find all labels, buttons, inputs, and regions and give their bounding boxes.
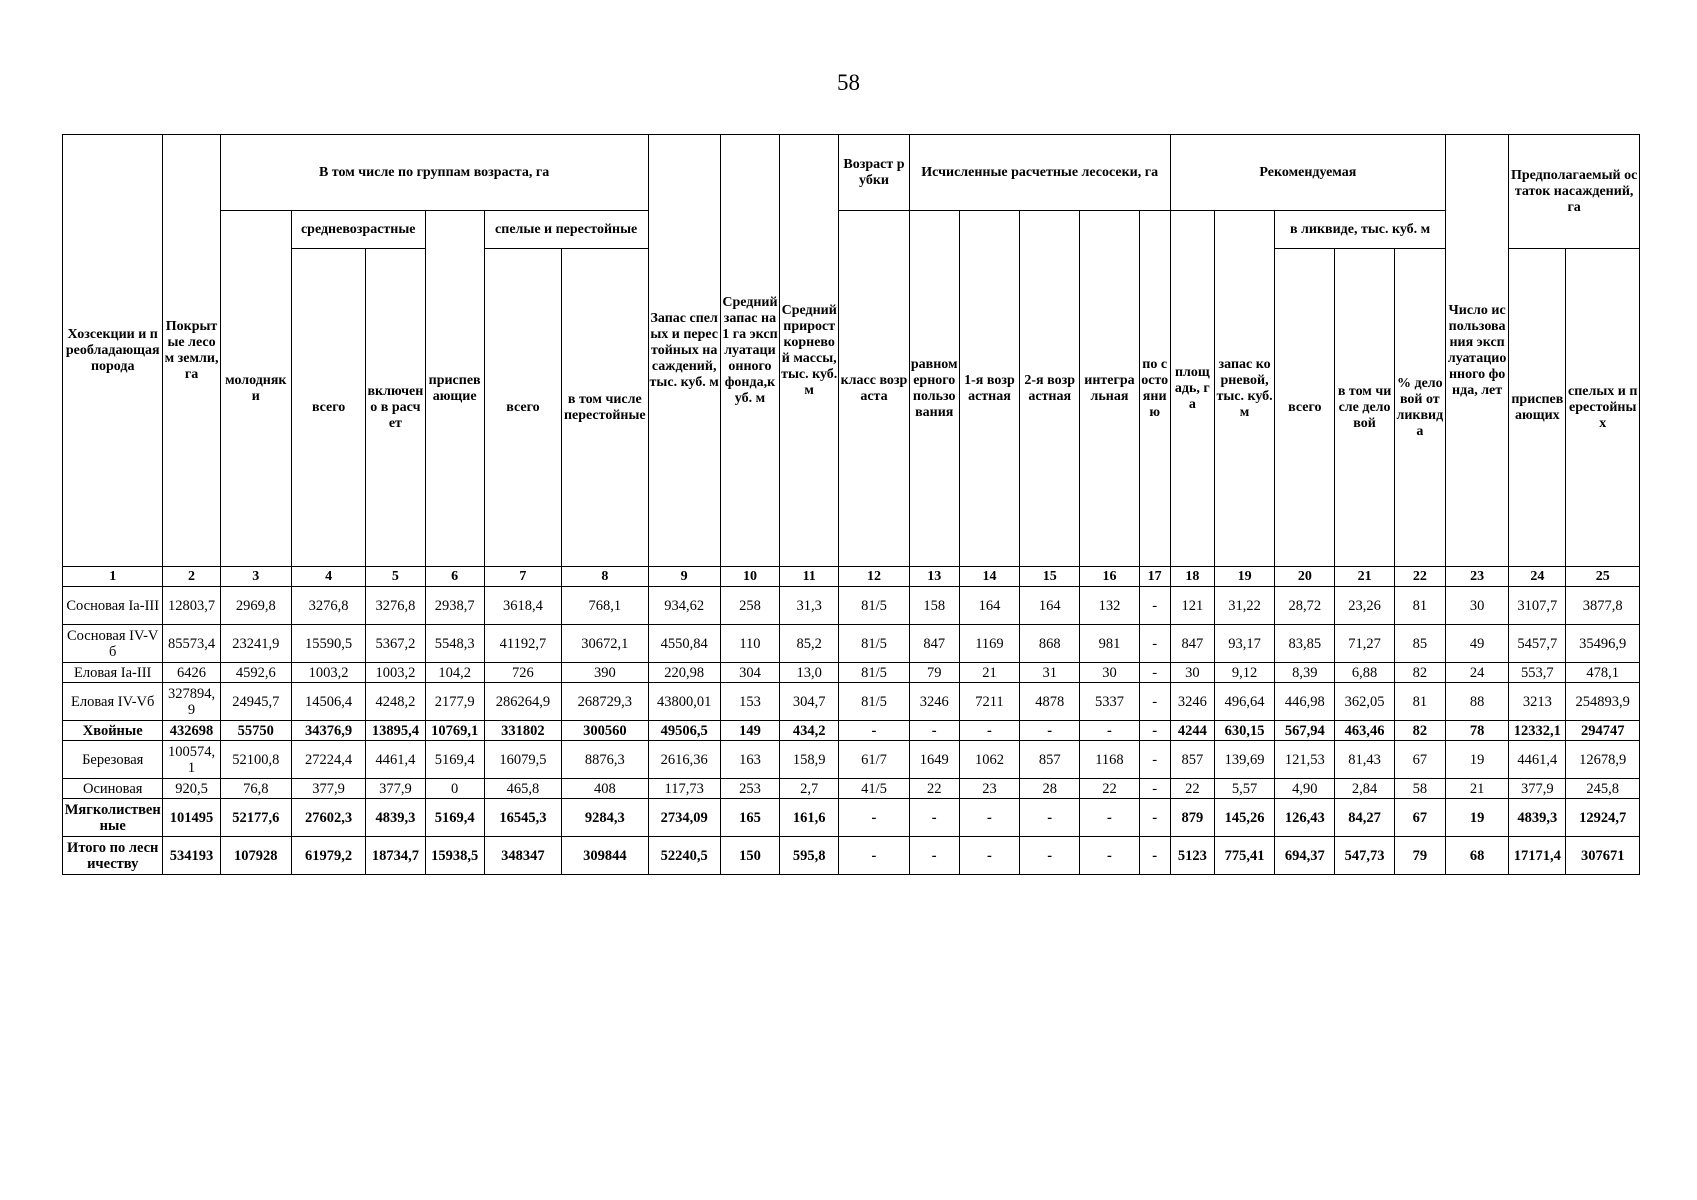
table-row — [63, 779, 1640, 799]
table-cell: 377,9 — [366, 779, 425, 799]
table-cell: 1169 — [959, 625, 1019, 663]
table-cell: 595,8 — [780, 837, 839, 875]
table-cell: 2734,09 — [648, 799, 720, 837]
table-cell: 694,37 — [1275, 837, 1335, 875]
table-cell: - — [959, 837, 1019, 875]
table-cell: 4839,3 — [366, 799, 425, 837]
table-cell: 35496,9 — [1566, 625, 1640, 663]
table-cell: 43800,01 — [648, 683, 720, 721]
table-cell: - — [1020, 799, 1080, 837]
table-cell: 153 — [720, 683, 779, 721]
table-cell: 8876,3 — [562, 741, 648, 779]
table-cell: - — [909, 837, 959, 875]
table-cell: - — [839, 721, 909, 741]
table-row — [63, 741, 1640, 779]
table-cell: 28,72 — [1275, 587, 1335, 625]
table-cell: 3246 — [1170, 683, 1214, 721]
table-cell: 5367,2 — [366, 625, 425, 663]
table-cell: 67 — [1394, 799, 1445, 837]
table-cell: 19 — [1445, 741, 1508, 779]
table-cell: 79 — [1394, 837, 1445, 875]
column-number: 15 — [1020, 567, 1080, 587]
table-cell: 2,7 — [780, 779, 839, 799]
table-cell: - — [1139, 587, 1170, 625]
table-cell: 258 — [720, 587, 779, 625]
column-number: 1 — [63, 567, 163, 587]
table-cell: 41192,7 — [484, 625, 561, 663]
table-cell: 3213 — [1509, 683, 1566, 721]
column-number: 18 — [1170, 567, 1214, 587]
table-cell: 149 — [720, 721, 779, 741]
column-number: 21 — [1335, 567, 1394, 587]
table-cell: 286264,9 — [484, 683, 561, 721]
table-cell: 630,15 — [1214, 721, 1274, 741]
table-cell: 1649 — [909, 741, 959, 779]
table-cell: 5169,4 — [425, 741, 484, 779]
table-cell: 23241,9 — [220, 625, 291, 663]
table-cell: 22 — [1080, 779, 1139, 799]
table-cell: 22 — [909, 779, 959, 799]
table-cell: 726 — [484, 663, 561, 683]
table-cell: 76,8 — [220, 779, 291, 799]
table-cell: 3618,4 — [484, 587, 561, 625]
table-cell: 879 — [1170, 799, 1214, 837]
table-cell: 6,88 — [1335, 663, 1394, 683]
table-cell: 2616,36 — [648, 741, 720, 779]
table-cell: 553,7 — [1509, 663, 1566, 683]
table-cell: 4839,3 — [1509, 799, 1566, 837]
table-cell: 6426 — [163, 663, 220, 683]
table-cell: 83,85 — [1275, 625, 1335, 663]
row-label-cell: Осиновая — [63, 779, 163, 799]
table-cell: 84,27 — [1335, 799, 1394, 837]
table-cell: 41/5 — [839, 779, 909, 799]
header-maturing: приспевающие — [425, 211, 484, 567]
table-cell: 126,43 — [1275, 799, 1335, 837]
table-cell: 23,26 — [1335, 587, 1394, 625]
table-cell: - — [1080, 837, 1139, 875]
table-cell: 2969,8 — [220, 587, 291, 625]
table-cell: 2,84 — [1335, 779, 1394, 799]
header-age-class: класс возраста — [839, 211, 909, 567]
table-cell: 4244 — [1170, 721, 1214, 741]
table-cell: 307671 — [1566, 837, 1640, 875]
table-cell: 163 — [720, 741, 779, 779]
column-number: 20 — [1275, 567, 1335, 587]
header-ripe-total: всего — [484, 249, 561, 567]
table-cell: 68 — [1445, 837, 1508, 875]
table-cell: - — [1020, 721, 1080, 741]
column-number: 19 — [1214, 567, 1274, 587]
table-cell: 19 — [1445, 799, 1508, 837]
table-cell: 78 — [1445, 721, 1508, 741]
table-cell: 2938,7 — [425, 587, 484, 625]
table-cell: - — [1139, 625, 1170, 663]
table-cell: 81,43 — [1335, 741, 1394, 779]
table-cell: 31 — [1020, 663, 1080, 683]
column-number: 3 — [220, 567, 291, 587]
table-cell: 934,62 — [648, 587, 720, 625]
table-cell: 158 — [909, 587, 959, 625]
table-cell: 434,2 — [780, 721, 839, 741]
table-total-row — [63, 799, 1640, 837]
table-cell: 547,73 — [1335, 837, 1394, 875]
table-cell: 24945,7 — [220, 683, 291, 721]
table-cell: 81/5 — [839, 663, 909, 683]
table-cell: 30 — [1170, 663, 1214, 683]
table-cell: 432698 — [163, 721, 220, 741]
header-liquid-business: в том числе деловой — [1335, 249, 1394, 567]
table-cell: 132 — [1080, 587, 1139, 625]
table-cell: 30672,1 — [562, 625, 648, 663]
table-cell: 139,69 — [1214, 741, 1274, 779]
column-number: 6 — [425, 567, 484, 587]
table-cell: 348347 — [484, 837, 561, 875]
row-label-cell: Итого по лесничеству — [63, 837, 163, 875]
table-cell: 31,22 — [1214, 587, 1274, 625]
row-label-cell: Еловая Iа-III — [63, 663, 163, 683]
column-number: 10 — [720, 567, 779, 587]
table-cell: 107928 — [220, 837, 291, 875]
table-cell: 71,27 — [1335, 625, 1394, 663]
column-number: 9 — [648, 567, 720, 587]
table-cell: 31,3 — [780, 587, 839, 625]
table-cell: 1168 — [1080, 741, 1139, 779]
table-cell: 79 — [909, 663, 959, 683]
table-cell: 117,73 — [648, 779, 720, 799]
table-cell: 165 — [720, 799, 779, 837]
table-cell: - — [959, 721, 1019, 741]
header-remainder: Предполагаемый остаток насаждений, га — [1509, 135, 1640, 249]
table-cell: 3276,8 — [291, 587, 365, 625]
table-cell: 4461,4 — [1509, 741, 1566, 779]
header-second-age: 2-я возрастная — [1020, 211, 1080, 567]
table-cell: 5123 — [1170, 837, 1214, 875]
row-label-cell: Сосновая IV-Vб — [63, 625, 163, 663]
table-cell: 21 — [1445, 779, 1508, 799]
column-number: 17 — [1139, 567, 1170, 587]
table-cell: - — [1020, 837, 1080, 875]
table-cell: 22 — [1170, 779, 1214, 799]
table-cell: 30 — [1445, 587, 1508, 625]
table-cell: 304 — [720, 663, 779, 683]
table-cell: 300560 — [562, 721, 648, 741]
column-number: 13 — [909, 567, 959, 587]
table-cell: 1062 — [959, 741, 1019, 779]
table-cell: 4592,6 — [220, 663, 291, 683]
table-cell: 164 — [959, 587, 1019, 625]
table-cell: 61/7 — [839, 741, 909, 779]
table-cell: 446,98 — [1275, 683, 1335, 721]
table-cell: 534193 — [163, 837, 220, 875]
table-cell: 13895,4 — [366, 721, 425, 741]
table-cell: 85573,4 — [163, 625, 220, 663]
row-label-cell: Мягколиственные — [63, 799, 163, 837]
column-number: 2 — [163, 567, 220, 587]
table-cell: 268729,3 — [562, 683, 648, 721]
header-integral: интегральная — [1080, 211, 1139, 567]
table-cell: 161,6 — [780, 799, 839, 837]
table-cell: - — [1139, 721, 1170, 741]
table-cell: 10769,1 — [425, 721, 484, 741]
table-cell: 52177,6 — [220, 799, 291, 837]
table-cell: - — [1139, 663, 1170, 683]
table-cell: 309844 — [562, 837, 648, 875]
table-cell: 327894,9 — [163, 683, 220, 721]
table-cell: 362,05 — [1335, 683, 1394, 721]
row-label-cell: Березовая — [63, 741, 163, 779]
table-cell: 93,17 — [1214, 625, 1274, 663]
table-cell: 104,2 — [425, 663, 484, 683]
table-cell: 24 — [1445, 663, 1508, 683]
table-cell: 12803,7 — [163, 587, 220, 625]
table-cell: 5169,4 — [425, 799, 484, 837]
table-cell: - — [959, 799, 1019, 837]
table-cell: 81/5 — [839, 683, 909, 721]
table-cell: 15938,5 — [425, 837, 484, 875]
table-cell: 5548,3 — [425, 625, 484, 663]
table-cell: 49 — [1445, 625, 1508, 663]
table-cell: 145,26 — [1214, 799, 1274, 837]
header-by-condition: по состоянию — [1139, 211, 1170, 567]
table-cell: 7211 — [959, 683, 1019, 721]
column-number: 11 — [780, 567, 839, 587]
table-cell: 377,9 — [1509, 779, 1566, 799]
table-row — [63, 683, 1640, 721]
header-average-stock: Средний запас на 1 га эксплуатационного фонда,куб. м — [720, 135, 779, 567]
table-cell: 868 — [1020, 625, 1080, 663]
table-cell: 30 — [1080, 663, 1139, 683]
table-cell: 34376,9 — [291, 721, 365, 741]
header-middle-included: включено в расчет — [366, 249, 425, 567]
table-cell: 775,41 — [1214, 837, 1274, 875]
table-cell: - — [1139, 683, 1170, 721]
table-cell: 158,9 — [780, 741, 839, 779]
table-cell: 52240,5 — [648, 837, 720, 875]
table-cell: - — [839, 799, 909, 837]
table-cell: 9,12 — [1214, 663, 1274, 683]
column-number: 24 — [1509, 567, 1566, 587]
header-usage-years: Число использования эксплуатационного фонда, лет — [1445, 135, 1508, 567]
table-cell: 100574,1 — [163, 741, 220, 779]
header-remainder-maturing: приспевающих — [1509, 249, 1566, 567]
table-cell: 3246 — [909, 683, 959, 721]
table-cell: 4878 — [1020, 683, 1080, 721]
table-row — [63, 625, 1640, 663]
header-average-growth: Средний прирост корневой массы, тыс. куб. м — [780, 135, 839, 567]
header-forested-land: Покрытые лесом земли, га — [163, 135, 220, 567]
table-cell: 2177,9 — [425, 683, 484, 721]
table-cell: 5,57 — [1214, 779, 1274, 799]
header-first-age: 1-я возрастная — [959, 211, 1019, 567]
table-cell: 8,39 — [1275, 663, 1335, 683]
table-cell: - — [1080, 721, 1139, 741]
header-root-stock: запас корневой, тыс. куб. м — [1214, 211, 1274, 567]
table-cell: 1003,2 — [291, 663, 365, 683]
table-cell: 61979,2 — [291, 837, 365, 875]
table-cell: 408 — [562, 779, 648, 799]
header-calculated-cuttings: Исчисленные расчетные лесосеки, га — [909, 135, 1170, 211]
column-number: 12 — [839, 567, 909, 587]
table-cell: 5337 — [1080, 683, 1139, 721]
table-cell: 101495 — [163, 799, 220, 837]
table-cell: 253 — [720, 779, 779, 799]
header-area: площадь, га — [1170, 211, 1214, 567]
column-number: 5 — [366, 567, 425, 587]
table-cell: 27602,3 — [291, 799, 365, 837]
header-remainder-ripe: спелых и перестойных — [1566, 249, 1640, 567]
table-total-row — [63, 837, 1640, 875]
table-cell: 85,2 — [780, 625, 839, 663]
header-business-percent: % деловой от ликвида — [1394, 249, 1445, 567]
table-cell: 465,8 — [484, 779, 561, 799]
table-cell: 16079,5 — [484, 741, 561, 779]
table-cell: - — [1139, 799, 1170, 837]
table-cell: 4550,84 — [648, 625, 720, 663]
table-cell: 4461,4 — [366, 741, 425, 779]
table-cell: 88 — [1445, 683, 1508, 721]
table-cell: 4248,2 — [366, 683, 425, 721]
table-cell: 21 — [959, 663, 1019, 683]
column-number: 25 — [1566, 567, 1640, 587]
table-cell: 3276,8 — [366, 587, 425, 625]
column-number: 23 — [1445, 567, 1508, 587]
table-cell: 18734,7 — [366, 837, 425, 875]
table-cell: 3107,7 — [1509, 587, 1566, 625]
forest-cutting-table — [62, 134, 1640, 875]
table-cell: 1003,2 — [366, 663, 425, 683]
table-row — [63, 663, 1640, 683]
column-number: 14 — [959, 567, 1019, 587]
column-number: 4 — [291, 567, 365, 587]
table-cell: 254893,9 — [1566, 683, 1640, 721]
table-total-row — [63, 721, 1640, 741]
table-cell: 28 — [1020, 779, 1080, 799]
table-cell: 478,1 — [1566, 663, 1640, 683]
page-number: 58 — [837, 70, 860, 95]
table-cell: - — [1139, 779, 1170, 799]
table-cell: 81/5 — [839, 625, 909, 663]
table-cell: 5457,7 — [1509, 625, 1566, 663]
table-cell: 304,7 — [780, 683, 839, 721]
table-cell: 768,1 — [562, 587, 648, 625]
header-middle-aged: средневозрастные — [291, 211, 425, 249]
table-cell: 390 — [562, 663, 648, 683]
header-age-groups: В том числе по группам возраста, га — [220, 135, 648, 211]
table-cell: 920,5 — [163, 779, 220, 799]
table-row — [63, 587, 1640, 625]
table-cell: 377,9 — [291, 779, 365, 799]
header-zone: Хозсекции и преобладающая порода — [63, 135, 163, 567]
table-cell: 981 — [1080, 625, 1139, 663]
table-cell: 463,46 — [1335, 721, 1394, 741]
table-cell: 82 — [1394, 663, 1445, 683]
table-cell: 847 — [909, 625, 959, 663]
table-cell: 16545,3 — [484, 799, 561, 837]
header-young: молодняки — [220, 211, 291, 567]
table-cell: 12924,7 — [1566, 799, 1640, 837]
table-cell: 150 — [720, 837, 779, 875]
table-cell: 27224,4 — [291, 741, 365, 779]
header-cutting-age: Возраст рубки — [839, 135, 909, 211]
table-cell: 567,94 — [1275, 721, 1335, 741]
table-cell: - — [1139, 741, 1170, 779]
table-cell: 164 — [1020, 587, 1080, 625]
table-cell: 14506,4 — [291, 683, 365, 721]
table-cell: 331802 — [484, 721, 561, 741]
table-cell: 85 — [1394, 625, 1445, 663]
column-number: 7 — [484, 567, 561, 587]
table-cell: - — [909, 721, 959, 741]
row-label-cell: Сосновая Iа-III — [63, 587, 163, 625]
table-cell: 0 — [425, 779, 484, 799]
table-cell: 17171,4 — [1509, 837, 1566, 875]
table-cell: 58 — [1394, 779, 1445, 799]
table-cell: 55750 — [220, 721, 291, 741]
header-liquid-total: всего — [1275, 249, 1335, 567]
table-cell: 13,0 — [780, 663, 839, 683]
header-liquid: в ликвиде, тыс. куб. м — [1275, 211, 1446, 249]
row-label-cell: Хвойные — [63, 721, 163, 741]
header-uniform-use: равномерного пользования — [909, 211, 959, 567]
table-cell: - — [1080, 799, 1139, 837]
table-cell: 496,64 — [1214, 683, 1274, 721]
table-cell: 12332,1 — [1509, 721, 1566, 741]
table-cell: 23 — [959, 779, 1019, 799]
table-cell: 15590,5 — [291, 625, 365, 663]
table-cell: 81 — [1394, 587, 1445, 625]
table-cell: - — [839, 837, 909, 875]
table-cell: 3877,8 — [1566, 587, 1640, 625]
header-recommended: Рекомендуемая — [1170, 135, 1445, 211]
table-cell: 121 — [1170, 587, 1214, 625]
header-middle-total: всего — [291, 249, 365, 567]
table-cell: 52100,8 — [220, 741, 291, 779]
table-cell: 220,98 — [648, 663, 720, 683]
table-cell: 847 — [1170, 625, 1214, 663]
header-ripe-overripe-count: в том числе перестойные — [562, 249, 648, 567]
table-cell: 9284,3 — [562, 799, 648, 837]
table-cell: 67 — [1394, 741, 1445, 779]
table-cell: 110 — [720, 625, 779, 663]
row-label-cell: Еловая IV-Vб — [63, 683, 163, 721]
column-number: 16 — [1080, 567, 1139, 587]
table-cell: 857 — [1020, 741, 1080, 779]
table-cell: 294747 — [1566, 721, 1640, 741]
table-cell: 857 — [1170, 741, 1214, 779]
column-number: 8 — [562, 567, 648, 587]
table-cell: 82 — [1394, 721, 1445, 741]
table-cell: - — [1139, 837, 1170, 875]
table-cell: 12678,9 — [1566, 741, 1640, 779]
table-cell: 245,8 — [1566, 779, 1640, 799]
column-number: 22 — [1394, 567, 1445, 587]
table-cell: 121,53 — [1275, 741, 1335, 779]
table-cell: 4,90 — [1275, 779, 1335, 799]
table-cell: 49506,5 — [648, 721, 720, 741]
table-cell: 81 — [1394, 683, 1445, 721]
header-ripe-overripe: спелые и перестойные — [484, 211, 648, 249]
table-cell: - — [909, 799, 959, 837]
table-cell: 81/5 — [839, 587, 909, 625]
header-ripe-stock: Запас спелых и перестойных насаждений, тыс. куб. м — [648, 135, 720, 567]
column-number-row — [63, 567, 1640, 587]
